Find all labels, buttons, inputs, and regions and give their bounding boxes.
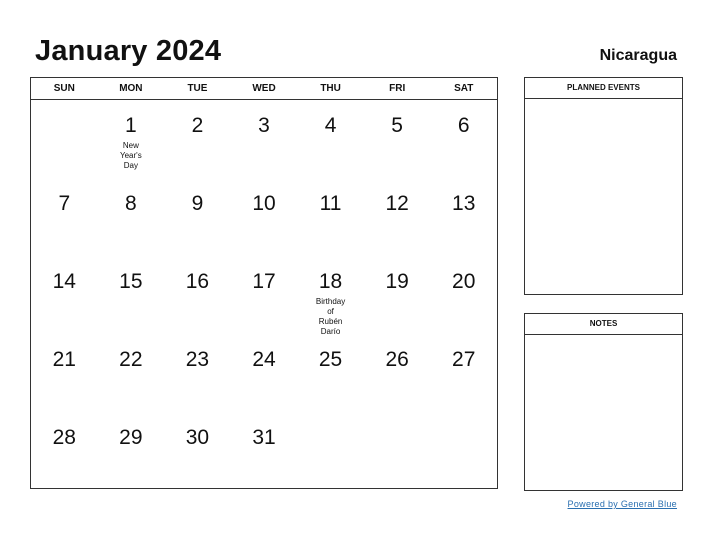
day-cell: [98, 412, 165, 490]
day-cell: [430, 412, 497, 490]
day-cell: [297, 334, 364, 412]
day-number: 13: [452, 192, 476, 215]
weekday-header: [31, 78, 497, 100]
day-number: 14: [52, 270, 76, 293]
day-cell: [31, 334, 98, 412]
day-number: 9: [191, 192, 204, 215]
day-cell: [164, 178, 231, 256]
day-cell: [364, 178, 431, 256]
weekday-sun: SUN: [53, 83, 75, 94]
day-cell: [31, 256, 98, 334]
day-number: 21: [52, 348, 76, 371]
day-number: 27: [452, 348, 476, 371]
day-cell: [98, 256, 165, 334]
day-number: [364, 412, 431, 426]
day-cell: [164, 100, 231, 178]
day-cell: [31, 178, 98, 256]
day-number: 1: [125, 114, 137, 137]
day-number: 24: [252, 348, 276, 371]
day-cell: [430, 178, 497, 256]
country-label: Nicaragua: [599, 47, 677, 64]
day-number: 23: [185, 348, 210, 371]
day-cell: [164, 256, 231, 334]
day-number: 26: [385, 348, 409, 371]
day-cell: [31, 412, 98, 490]
holiday-label: New Year's Day: [120, 141, 142, 170]
day-cell: [231, 100, 298, 178]
day-number: [31, 100, 98, 114]
day-number: 12: [385, 192, 409, 215]
notes-panel: [524, 313, 683, 491]
notes-title: NOTES: [525, 314, 682, 335]
day-cell: [364, 100, 431, 178]
day-number: 18: [318, 270, 343, 293]
powered-by-link[interactable]: Powered by General Blue: [567, 499, 677, 509]
day-cell: [430, 256, 497, 334]
day-cell: [297, 100, 364, 178]
day-cell: [364, 334, 431, 412]
day-grid: [31, 100, 497, 490]
holiday-label: Birthday of Rubén Darío: [315, 297, 346, 336]
day-number: 20: [452, 270, 476, 293]
day-number: 2: [191, 114, 204, 137]
day-cell: [364, 412, 431, 490]
day-number: 6: [457, 114, 470, 137]
day-cell: [231, 412, 298, 490]
day-number: 22: [119, 348, 143, 371]
day-cell: [98, 334, 165, 412]
day-cell: [98, 178, 165, 256]
day-number: 30: [185, 426, 210, 449]
planned-events-title: PLANNED EVENTS: [525, 78, 682, 99]
weekday-tue: TUE: [187, 83, 208, 94]
day-number: 10: [252, 192, 276, 215]
day-cell: [231, 256, 298, 334]
day-number: 29: [119, 426, 143, 449]
planned-events-panel: [524, 77, 683, 295]
day-cell: [231, 334, 298, 412]
day-number: 4: [324, 114, 337, 137]
day-number: 19: [385, 270, 409, 293]
day-cell: [430, 334, 497, 412]
day-cell: [98, 100, 165, 178]
weekday-wed: WED: [252, 83, 276, 94]
weekday-mon: MON: [119, 83, 143, 94]
day-number: 28: [52, 426, 76, 449]
day-cell: [297, 412, 364, 490]
day-cell: [297, 256, 364, 334]
day-number: 11: [319, 192, 342, 215]
month-calendar: [30, 77, 498, 489]
day-cell: [364, 256, 431, 334]
day-number: 16: [185, 270, 210, 293]
day-cell: [164, 334, 231, 412]
weekday-thu: THU: [320, 83, 341, 94]
day-number: 8: [125, 192, 137, 215]
day-cell: [430, 100, 497, 178]
day-number: 7: [58, 192, 71, 215]
day-number: 3: [258, 114, 270, 137]
day-number: [297, 412, 364, 426]
day-cell: [231, 178, 298, 256]
weekday-fri: FRI: [389, 83, 406, 94]
day-number: [430, 412, 497, 426]
day-cell: [31, 100, 98, 178]
day-cell: [297, 178, 364, 256]
weekday-sat: SAT: [454, 83, 474, 94]
day-cell: [164, 412, 231, 490]
day-number: 5: [391, 114, 403, 137]
page-title: January 2024: [35, 35, 222, 67]
day-number: 17: [252, 270, 276, 293]
day-number: 25: [318, 348, 343, 371]
day-number: 31: [252, 426, 276, 449]
day-number: 15: [119, 270, 143, 293]
